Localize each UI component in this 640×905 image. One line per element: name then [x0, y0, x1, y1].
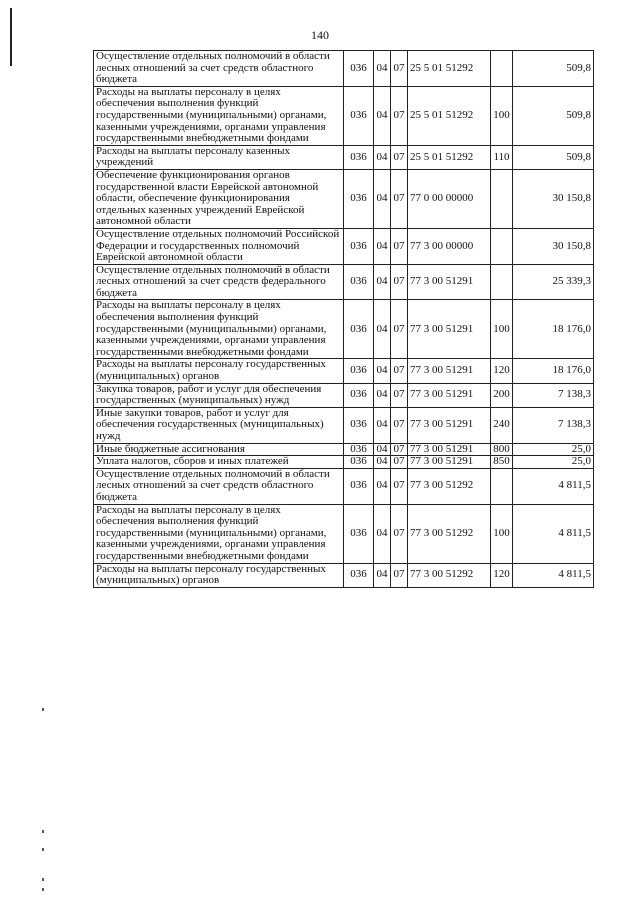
table-row: [94, 51, 594, 87]
subsection-code: 07: [391, 169, 408, 228]
ministry-code: 036: [344, 407, 374, 443]
amount: 7 138,3: [513, 383, 594, 407]
row-name: Закупка товаров, работ и услуг для обеспечения государственных (муниципальных) нужд: [94, 383, 344, 407]
ministry-code: 036: [344, 359, 374, 383]
section-code: 04: [374, 359, 391, 383]
scan-mark: [42, 888, 44, 891]
target-article-code: 77 3 00 51292: [408, 504, 491, 563]
amount: 25,0: [513, 456, 594, 469]
expense-type-code: 100: [491, 504, 513, 563]
ministry-code: 036: [344, 504, 374, 563]
amount: 18 176,0: [513, 359, 594, 383]
subsection-code: 07: [391, 456, 408, 469]
table-row: [94, 456, 594, 469]
expense-type-code: 240: [491, 407, 513, 443]
row-name: Осуществление отдельных полномочий в области лесных отношений за счет средств федерального бюджета: [94, 264, 344, 300]
section-code: 04: [374, 264, 391, 300]
row-name: Расходы на выплаты персоналу казенных учреждений: [94, 145, 344, 169]
table-row: [94, 563, 594, 587]
subsection-code: 07: [391, 359, 408, 383]
expense-type-code: [491, 228, 513, 264]
target-article-code: 25 5 01 51292: [408, 51, 491, 87]
amount: 4 811,5: [513, 468, 594, 504]
table-row: [94, 145, 594, 169]
expense-type-code: 800: [491, 443, 513, 456]
amount: 7 138,3: [513, 407, 594, 443]
target-article-code: 77 3 00 00000: [408, 228, 491, 264]
expense-type-code: [491, 468, 513, 504]
subsection-code: 07: [391, 145, 408, 169]
row-name: Расходы на выплаты персоналу в целях обеспечения выполнения функций государственными (муниципальными) органами, казенными учреждениями, органами управления государственными внебюджетными фондами: [94, 300, 344, 359]
target-article-code: 77 3 00 51292: [408, 468, 491, 504]
scan-mark: [42, 830, 44, 833]
subsection-code: 07: [391, 300, 408, 359]
target-article-code: 25 5 01 51292: [408, 145, 491, 169]
section-code: 04: [374, 407, 391, 443]
amount: 30 150,8: [513, 169, 594, 228]
section-code: 04: [374, 228, 391, 264]
table-row: [94, 443, 594, 456]
section-code: 04: [374, 51, 391, 87]
section-code: 04: [374, 383, 391, 407]
row-name: Иные закупки товаров, работ и услуг для обеспечения государственных (муниципальных) нужд: [94, 407, 344, 443]
row-name: Расходы на выплаты персоналу государственных (муниципальных) органов: [94, 563, 344, 587]
expense-type-code: 110: [491, 145, 513, 169]
row-name: Расходы на выплаты персоналу в целях обеспечения выполнения функций государственными (муниципальными) органами, казенными учреждениями, органами управления государственными внебюджетными фондами: [94, 86, 344, 145]
target-article-code: 77 3 00 51291: [408, 264, 491, 300]
table-row: [94, 169, 594, 228]
target-article-code: 77 3 00 51291: [408, 300, 491, 359]
target-article-code: 77 3 00 51291: [408, 443, 491, 456]
section-code: 04: [374, 468, 391, 504]
amount: 4 811,5: [513, 504, 594, 563]
row-name: Иные бюджетные ассигнования: [94, 443, 344, 456]
target-article-code: 77 3 00 51291: [408, 456, 491, 469]
table-row: [94, 359, 594, 383]
scan-mark: [42, 848, 44, 851]
ministry-code: 036: [344, 86, 374, 145]
section-code: 04: [374, 86, 391, 145]
row-name: Расходы на выплаты персоналу государственных (муниципальных) органов: [94, 359, 344, 383]
expense-type-code: 120: [491, 563, 513, 587]
target-article-code: 77 3 00 51292: [408, 563, 491, 587]
expense-type-code: [491, 169, 513, 228]
budget-table: [93, 50, 594, 588]
amount: 25,0: [513, 443, 594, 456]
subsection-code: 07: [391, 51, 408, 87]
target-article-code: 77 0 00 00000: [408, 169, 491, 228]
target-article-code: 25 5 01 51292: [408, 86, 491, 145]
subsection-code: 07: [391, 228, 408, 264]
table-row: [94, 407, 594, 443]
target-article-code: 77 3 00 51291: [408, 383, 491, 407]
budget-table-body: [94, 51, 594, 588]
page-number: 140: [311, 28, 329, 42]
subsection-code: 07: [391, 383, 408, 407]
amount: 25 339,3: [513, 264, 594, 300]
table-row: [94, 504, 594, 563]
row-name: Осуществление отдельных полномочий в области лесных отношений за счет средств областного бюджета: [94, 468, 344, 504]
ministry-code: 036: [344, 264, 374, 300]
ministry-code: 036: [344, 228, 374, 264]
expense-type-code: 100: [491, 86, 513, 145]
row-name: Обеспечение функционирования органов государственной власти Еврейской автономной области, обеспечение функционирования отдельных казенных учреждений Еврейской автономной области: [94, 169, 344, 228]
section-code: 04: [374, 145, 391, 169]
section-code: 04: [374, 563, 391, 587]
amount: 18 176,0: [513, 300, 594, 359]
subsection-code: 07: [391, 563, 408, 587]
amount: 30 150,8: [513, 228, 594, 264]
subsection-code: 07: [391, 443, 408, 456]
table-row: [94, 468, 594, 504]
ministry-code: 036: [344, 51, 374, 87]
ministry-code: 036: [344, 456, 374, 469]
ministry-code: 036: [344, 145, 374, 169]
expense-type-code: 200: [491, 383, 513, 407]
table-row: [94, 86, 594, 145]
subsection-code: 07: [391, 407, 408, 443]
amount: 509,8: [513, 86, 594, 145]
row-name: Осуществление отдельных полномочий Российской Федерации и государственных полномочий Еврейской автономной области: [94, 228, 344, 264]
subsection-code: 07: [391, 468, 408, 504]
amount: 509,8: [513, 145, 594, 169]
expense-type-code: [491, 264, 513, 300]
ministry-code: 036: [344, 443, 374, 456]
section-code: 04: [374, 169, 391, 228]
row-name: Осуществление отдельных полномочий в области лесных отношений за счет средств областного бюджета: [94, 51, 344, 87]
expense-type-code: 850: [491, 456, 513, 469]
amount: 509,8: [513, 51, 594, 87]
expense-type-code: [491, 51, 513, 87]
expense-type-code: 100: [491, 300, 513, 359]
ministry-code: 036: [344, 169, 374, 228]
subsection-code: 07: [391, 264, 408, 300]
row-name: Расходы на выплаты персоналу в целях обеспечения выполнения функций государственными (муниципальными) органами, казенными учреждениями, органами управления государственными внебюджетными фондами: [94, 504, 344, 563]
amount: 4 811,5: [513, 563, 594, 587]
ministry-code: 036: [344, 300, 374, 359]
subsection-code: 07: [391, 504, 408, 563]
margin-line: [10, 8, 12, 66]
table-row: [94, 264, 594, 300]
scan-mark: [42, 878, 44, 881]
section-code: 04: [374, 504, 391, 563]
table-row: [94, 228, 594, 264]
subsection-code: 07: [391, 86, 408, 145]
section-code: 04: [374, 456, 391, 469]
row-name: Уплата налогов, сборов и иных платежей: [94, 456, 344, 469]
scan-mark: [42, 708, 44, 711]
target-article-code: 77 3 00 51291: [408, 359, 491, 383]
ministry-code: 036: [344, 563, 374, 587]
target-article-code: 77 3 00 51291: [408, 407, 491, 443]
ministry-code: 036: [344, 383, 374, 407]
section-code: 04: [374, 443, 391, 456]
ministry-code: 036: [344, 468, 374, 504]
section-code: 04: [374, 300, 391, 359]
table-row: [94, 383, 594, 407]
table-row: [94, 300, 594, 359]
expense-type-code: 120: [491, 359, 513, 383]
